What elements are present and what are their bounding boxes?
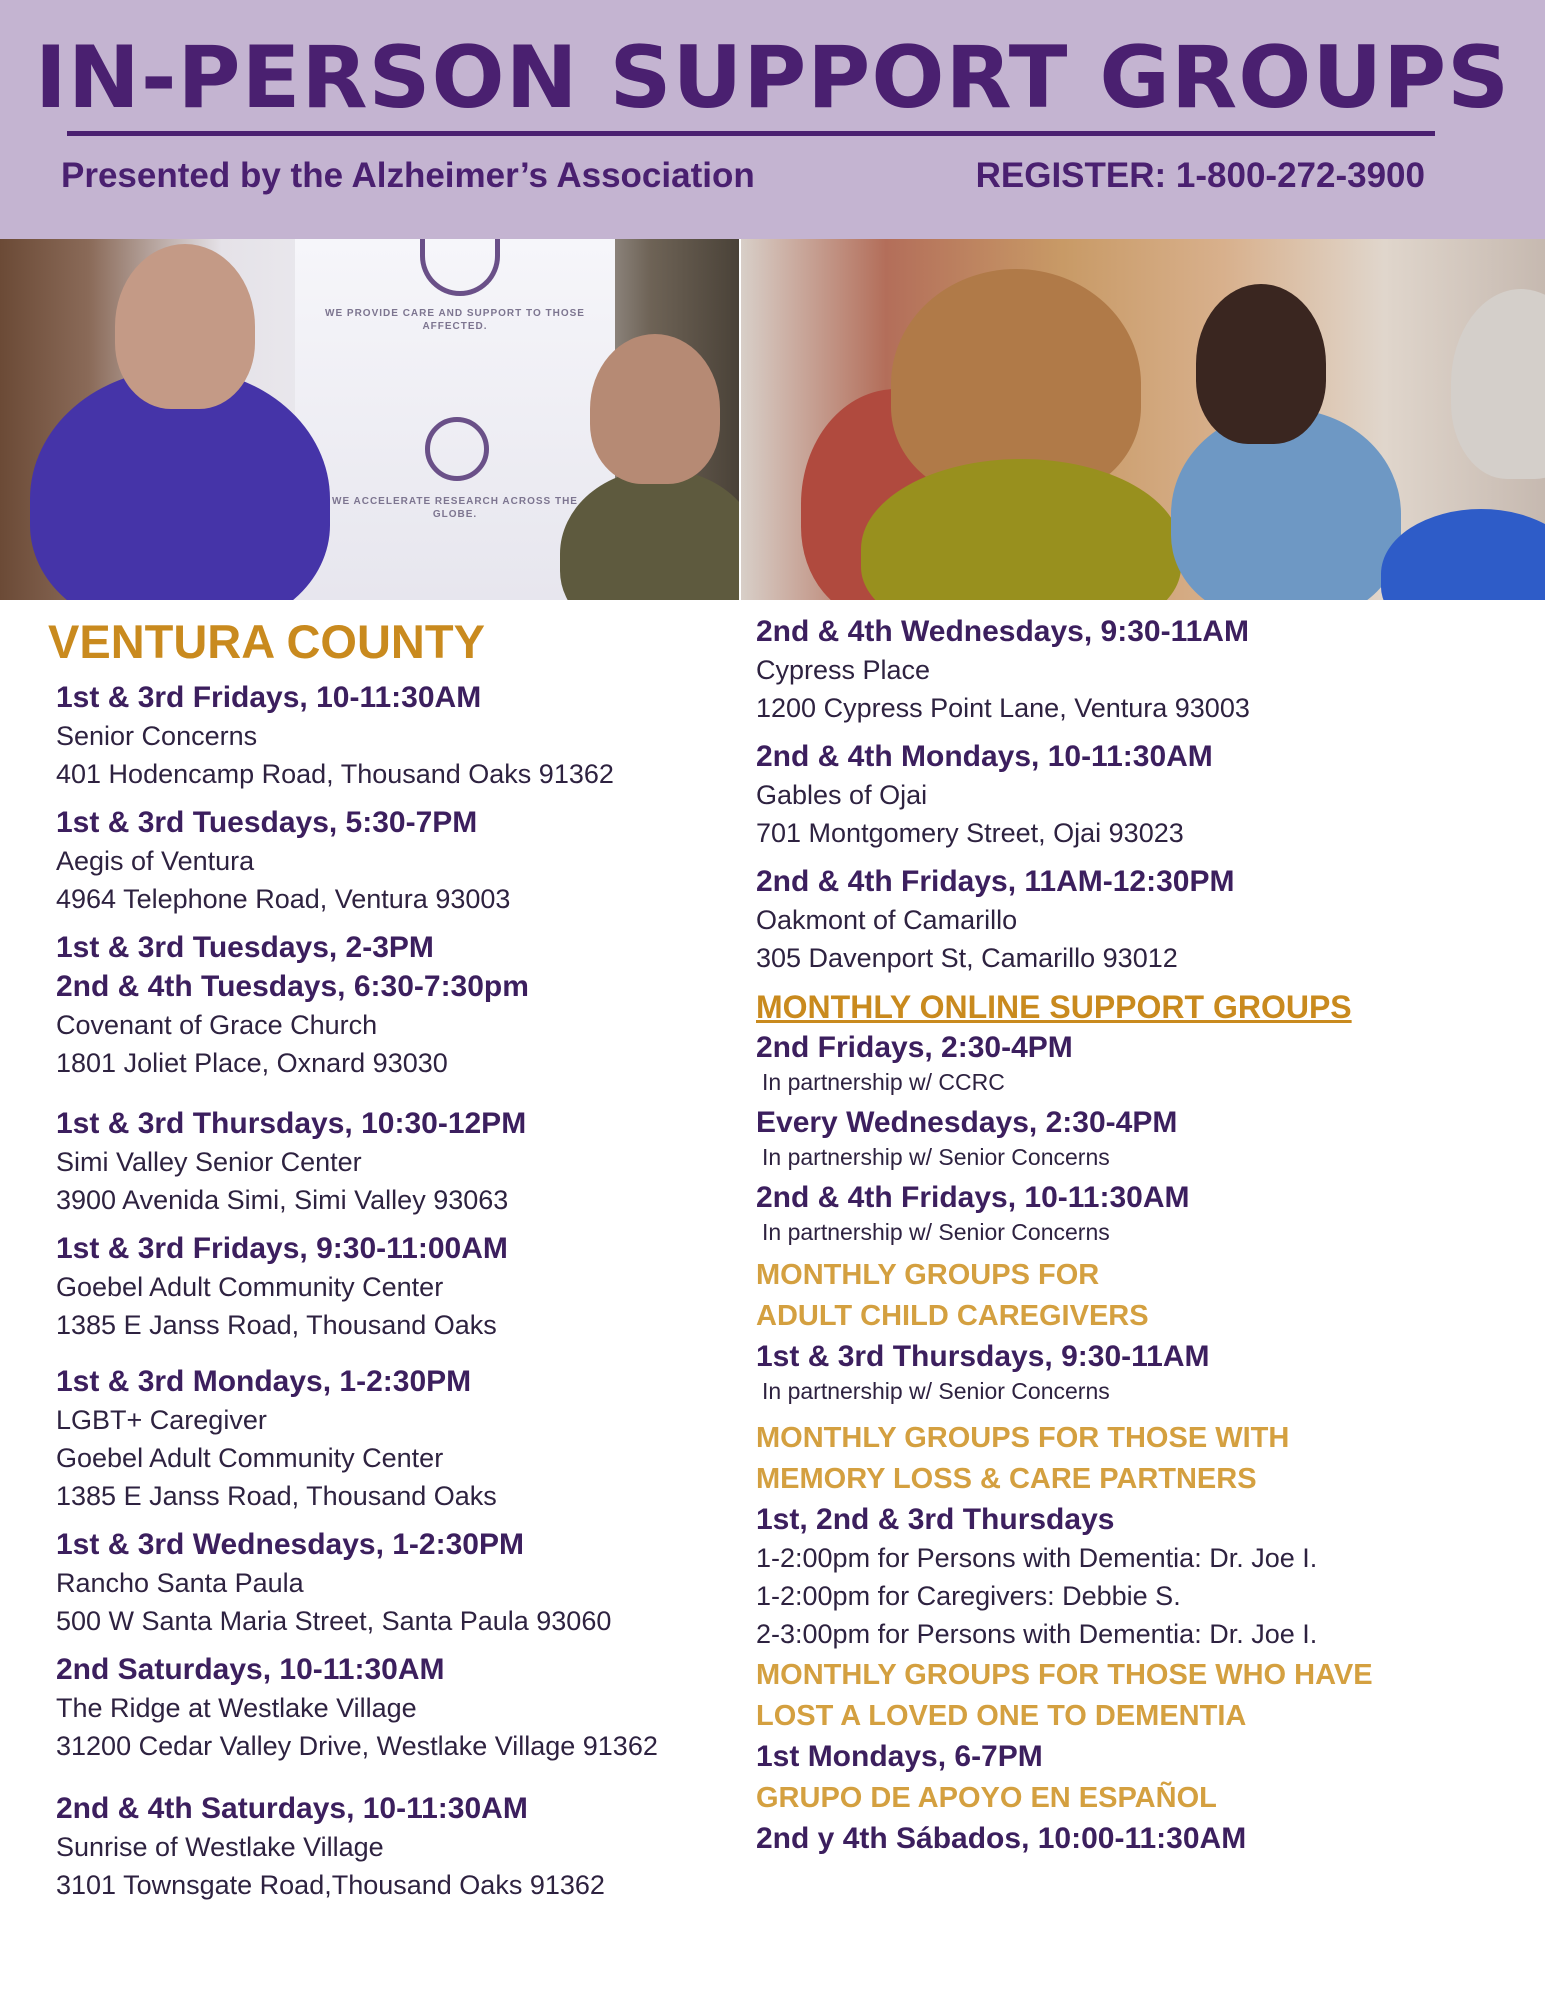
location-name: Sunrise of Westlake Village bbox=[56, 1832, 384, 1862]
partner-note: In partnership w/ Senior Concerns bbox=[762, 1378, 1110, 1404]
meeting-time: 2nd & 4th Fridays, 11AM-12:30PM bbox=[756, 865, 1235, 898]
memory-loss-title-2: MEMORY LOSS & CARE PARTNERS bbox=[756, 1463, 1257, 1495]
meeting-time: 1st Mondays, 6-7PM bbox=[756, 1740, 1043, 1773]
meeting-time: 1st & 3rd Mondays, 1-2:30PM bbox=[56, 1365, 472, 1398]
list-item bbox=[756, 612, 1496, 727]
location-address: 4964 Telephone Road, Ventura 93003 bbox=[56, 884, 511, 914]
meeting-time: 1st & 3rd Thursdays, 9:30-11AM bbox=[756, 1340, 1210, 1373]
banner-caption-1: WE PROVIDE CARE AND SUPPORT TO THOSE AFFECTED. bbox=[325, 308, 585, 332]
meeting-time: 1st & 3rd Wednesdays, 1-2:30PM bbox=[56, 1528, 524, 1561]
banner-caption-2: WE ACCELERATE RESEARCH ACROSS THE GLOBE. bbox=[332, 496, 578, 520]
meeting-time: 1st & 3rd Fridays, 9:30-11:00AM bbox=[56, 1232, 508, 1265]
adult-child-title-2: ADULT CHILD CAREGIVERS bbox=[756, 1300, 1149, 1332]
header-banner bbox=[0, 0, 1545, 239]
meeting-time: 1st, 2nd & 3rd Thursdays bbox=[756, 1503, 1115, 1536]
list-item bbox=[56, 1789, 736, 1904]
location-address: 1801 Joliet Place, Oxnard 93030 bbox=[56, 1048, 448, 1078]
lost-loved-one-title-1: MONTHLY GROUPS FOR THOSE WHO HAVE bbox=[756, 1659, 1373, 1691]
photo-right bbox=[741, 239, 1545, 600]
meeting-time: 2nd & 4th Mondays, 10-11:30AM bbox=[756, 740, 1213, 773]
person-woman-head bbox=[115, 244, 255, 409]
list-item bbox=[756, 1103, 1496, 1172]
location-address: 401 Hodencamp Road, Thousand Oaks 91362 bbox=[56, 759, 614, 789]
list-item bbox=[56, 1362, 736, 1515]
location-name: Goebel Adult Community Center bbox=[56, 1272, 444, 1302]
person-gray-hair bbox=[1451, 289, 1545, 479]
meeting-time: 1st & 3rd Fridays, 10-11:30AM bbox=[56, 681, 482, 714]
location-address: 1200 Cypress Point Lane, Ventura 93003 bbox=[756, 693, 1250, 723]
location-name: Rancho Santa Paula bbox=[56, 1568, 304, 1598]
list-item bbox=[756, 862, 1496, 977]
list-item bbox=[756, 1337, 1496, 1406]
meeting-time: 2nd y 4th Sábados, 10:00-11:30AM bbox=[756, 1822, 1247, 1855]
page-title: IN-PERSON SUPPORT GROUPS bbox=[34, 28, 1511, 128]
session-line: 1-2:00pm for Caregivers: Debbie S. bbox=[756, 1581, 1181, 1611]
location-name: Senior Concerns bbox=[56, 721, 258, 751]
location-address: 305 Davenport St, Camarillo 93012 bbox=[756, 943, 1178, 973]
session-line: 1-2:00pm for Persons with Dementia: Dr. Joe I. bbox=[756, 1543, 1318, 1573]
list-item bbox=[56, 928, 736, 1082]
title-underline bbox=[67, 131, 1435, 136]
location-name: Cypress Place bbox=[756, 655, 931, 685]
meeting-time: 2nd Saturdays, 10-11:30AM bbox=[56, 1653, 445, 1686]
location-address: 3101 Townsgate Road,Thousand Oaks 91362 bbox=[56, 1870, 605, 1900]
group-name: LGBT+ Caregiver bbox=[56, 1405, 267, 1435]
globe-icon bbox=[425, 417, 489, 481]
presented-by: Presented by the Alzheimer’s Association bbox=[61, 156, 755, 195]
location-address: 701 Montgomery Street, Ojai 93023 bbox=[756, 818, 1184, 848]
ventura-county-title: VENTURA COUNTY bbox=[48, 615, 485, 668]
list-item bbox=[56, 803, 736, 918]
online-groups-title: MONTHLY ONLINE SUPPORT GROUPS bbox=[756, 989, 1352, 1025]
adult-child-title-1: MONTHLY GROUPS FOR bbox=[756, 1259, 1100, 1291]
location-name: Oakmont of Camarillo bbox=[756, 905, 1018, 935]
list-item bbox=[756, 1737, 1496, 1776]
meeting-time: 2nd & 4th Saturdays, 10-11:30AM bbox=[56, 1792, 528, 1825]
location-name: Aegis of Ventura bbox=[56, 846, 255, 876]
spanish-group-title: GRUPO DE APOYO EN ESPAÑOL bbox=[756, 1782, 1217, 1814]
meeting-time-2: 2nd & 4th Tuesdays, 6:30-7:30pm bbox=[56, 970, 529, 1003]
location-address: 1385 E Janss Road, Thousand Oaks bbox=[56, 1310, 497, 1340]
list-item bbox=[756, 1500, 1496, 1653]
location-address: 31200 Cedar Valley Drive, Westlake Village 91362 bbox=[56, 1731, 658, 1761]
location-name: Goebel Adult Community Center bbox=[56, 1443, 444, 1473]
location-name: Covenant of Grace Church bbox=[56, 1010, 378, 1040]
list-item bbox=[756, 1028, 1496, 1097]
photo-left bbox=[0, 239, 739, 600]
meeting-time: 2nd Fridays, 2:30-4PM bbox=[756, 1031, 1073, 1064]
register-phone: REGISTER: 1-800-272-3900 bbox=[975, 156, 1425, 195]
meeting-time: 1st & 3rd Tuesdays, 5:30-7PM bbox=[56, 806, 478, 839]
location-address: 3900 Avenida Simi, Simi Valley 93063 bbox=[56, 1185, 509, 1215]
list-item bbox=[756, 1819, 1496, 1858]
meeting-time: 1st & 3rd Tuesdays, 2-3PM bbox=[56, 931, 434, 964]
partner-note: In partnership w/ Senior Concerns bbox=[762, 1144, 1110, 1170]
location-name: Gables of Ojai bbox=[756, 780, 928, 810]
person-dark-hair bbox=[1196, 284, 1326, 444]
ventura-county-column bbox=[48, 612, 736, 1914]
location-name: The Ridge at Westlake Village bbox=[56, 1693, 417, 1723]
meeting-time: 2nd & 4th Wednesdays, 9:30-11AM bbox=[756, 615, 1249, 648]
list-item bbox=[56, 1525, 736, 1640]
partner-note: In partnership w/ Senior Concerns bbox=[762, 1219, 1110, 1245]
right-column bbox=[756, 612, 1496, 1868]
meeting-time: Every Wednesdays, 2:30-4PM bbox=[756, 1106, 1178, 1139]
meeting-time: 1st & 3rd Thursdays, 10:30-12PM bbox=[56, 1107, 527, 1140]
list-item bbox=[756, 1178, 1496, 1247]
list-item bbox=[56, 1650, 736, 1765]
memory-loss-title-1: MONTHLY GROUPS FOR THOSE WITH bbox=[756, 1422, 1290, 1454]
partner-note: In partnership w/ CCRC bbox=[762, 1069, 1005, 1095]
person-man-head bbox=[590, 334, 720, 484]
location-address: 1385 E Janss Road, Thousand Oaks bbox=[56, 1481, 497, 1511]
meeting-time: 2nd & 4th Fridays, 10-11:30AM bbox=[756, 1181, 1190, 1214]
session-line: 2-3:00pm for Persons with Dementia: Dr. Joe I. bbox=[756, 1619, 1318, 1649]
heart-icon bbox=[420, 239, 500, 296]
location-address: 500 W Santa Maria Street, Santa Paula 93060 bbox=[56, 1606, 612, 1636]
list-item bbox=[56, 1104, 736, 1219]
list-item bbox=[56, 678, 736, 793]
person-blue-shirt bbox=[1381, 509, 1545, 600]
lost-loved-one-title-2: LOST A LOVED ONE TO DEMENTIA bbox=[756, 1700, 1247, 1732]
list-item bbox=[56, 1229, 736, 1344]
list-item bbox=[756, 737, 1496, 852]
location-name: Simi Valley Senior Center bbox=[56, 1147, 362, 1177]
